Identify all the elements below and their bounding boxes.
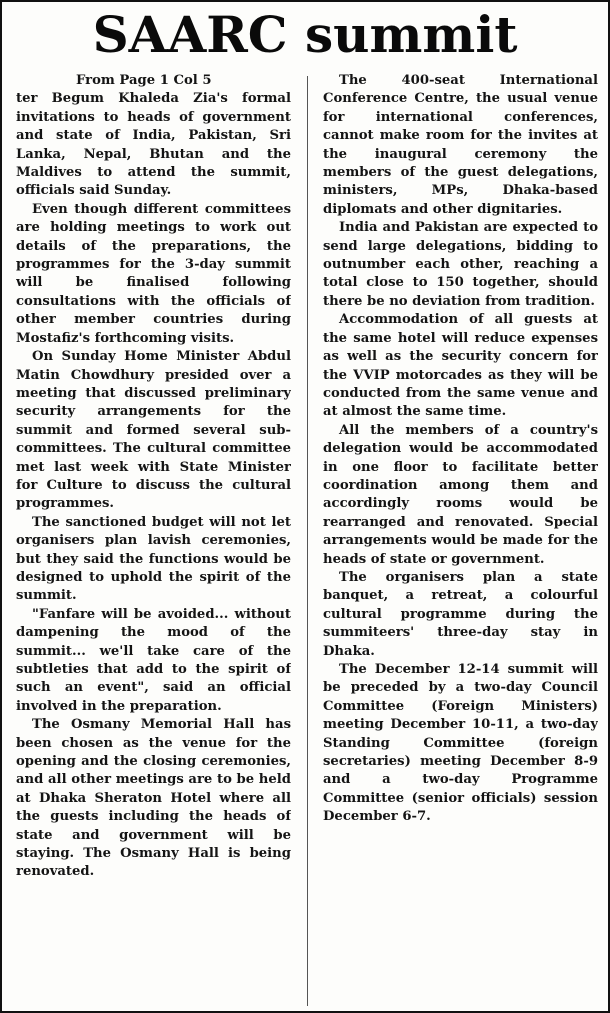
paragraph: The organisers plan a state banquet, a retreat, a colourful cultural programme during the summiteers' three-day stay in Dhaka. <box>323 569 598 659</box>
paragraph: "Fanfare will be avoided... without dampening the mood of the summit... we'll take care of the subtleties that add to the spirit of such an event", said an official involved in the preparation. <box>16 606 291 714</box>
paragraph: The 400-seat International Conference Centre, the usual venue for international conferences, cannot make room for the invites at the inaugural ceremony the members of the guest delegations, ministers, MPs, Dhaka-based diplomats and other dignitaries. <box>323 73 598 217</box>
left-column <box>16 72 291 1012</box>
paragraph: All the members of a country's delegation would be accommodated in one floor to facilitate better coordination among them and accordingly rooms would be rearranged and renovated. Special arrangements would be made for the heads of state or government. <box>323 422 598 567</box>
paragraph: The sanctioned budget will not let organisers plan lavish ceremonies, but they said the functions would be designed to uphold the spirit of the summit. <box>16 514 291 604</box>
paragraph: Accommodation of all guests at the same hotel will reduce expenses as well as the security concern for the VVIP motorcades as they will be conducted from the same venue and at almost the same time. <box>323 312 598 420</box>
right-column <box>323 72 598 1012</box>
paragraph: Even though different committees are holding meetings to work out details of the preparations, the programmes for the 3-day summit will be finalised following consultations with the officials of other member countries during Mostafiz's forthcoming visits. <box>16 201 291 346</box>
paragraph: On Sunday Home Minister Abdul Matin Chowdhury presided over a meeting that discussed preliminary security arrangements for the summit and formed several sub-committees. The cultural committee met last week with State Minister for Culture to discuss the cultural programmes. <box>16 349 291 512</box>
headline: SAARC summit <box>92 5 518 64</box>
paragraph: ter Begum Khaleda Zia's formal invitations to heads of government and state of India, Pakistan, Sri Lanka, Nepal, Bhutan and the Maldives to attend the summit, officials said Sunday. <box>16 91 291 199</box>
jump-line: From Page 1 Col 5 <box>76 73 212 88</box>
paragraph: The December 12-14 summit will be preceded by a two-day Council Committee (Foreign Ministers) meeting December 10-11, a two-day Standing Committee (foreign secretaries) meeting December 8-9 and a two-day Programme Committee (senior officials) session December 6-7. <box>323 662 598 825</box>
column-divider <box>307 76 308 1006</box>
paragraph: The Osmany Memorial Hall has been chosen as the venue for the opening and the closing ceremonies, and all other meetings are to be held at Dhaka Sheraton Hotel where all the guests including the heads of state and government will be staying. The Osmany Hall is being renovated. <box>16 717 291 880</box>
paragraph: India and Pakistan are expected to send large delegations, bidding to outnumber each other, reaching a total close to 150 together, should there be no deviation from tradition. <box>323 220 598 309</box>
